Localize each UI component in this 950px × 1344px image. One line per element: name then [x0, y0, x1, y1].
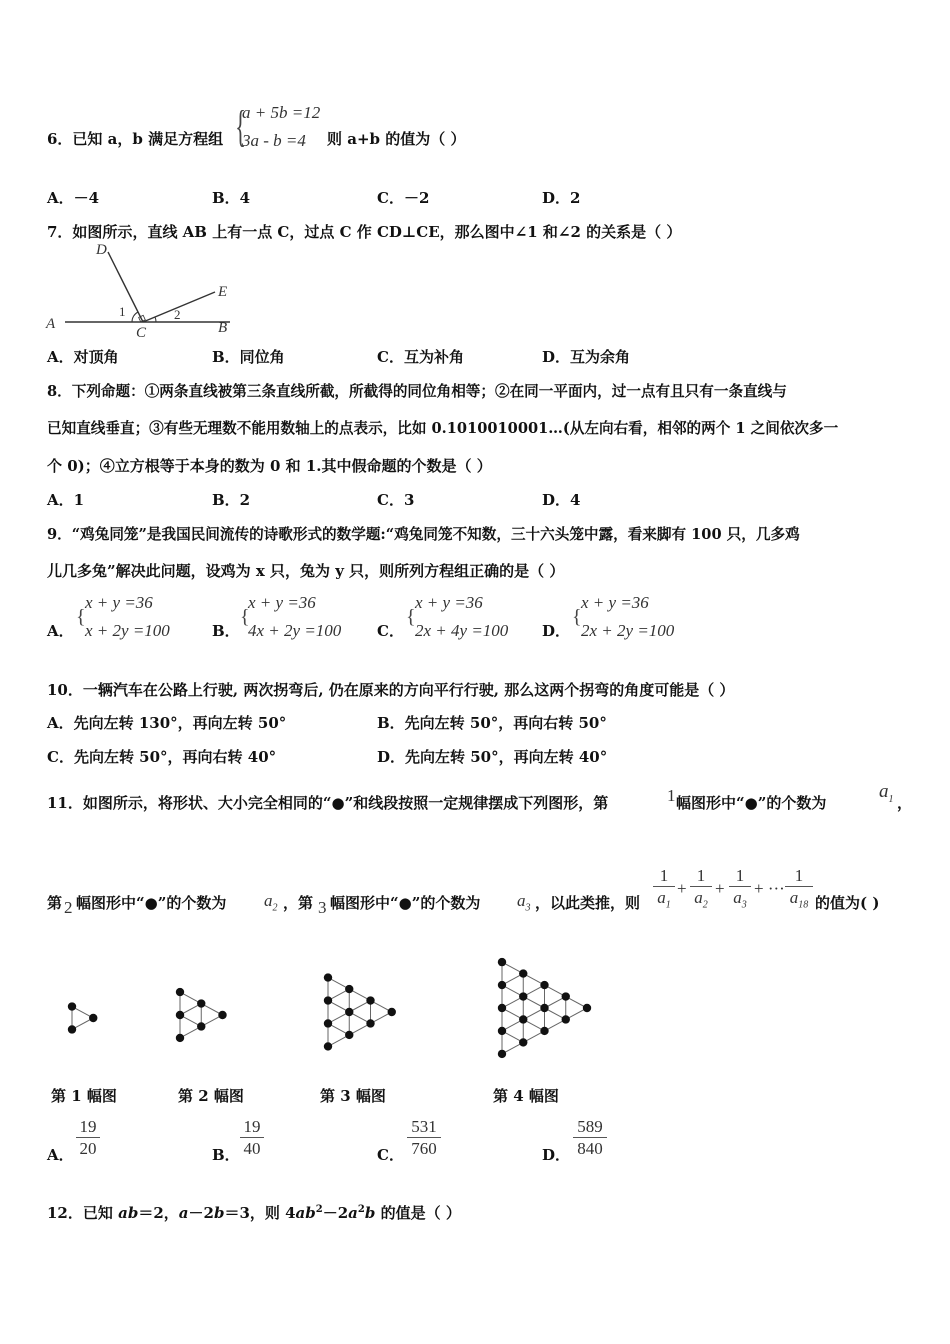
q9-option-c-label: C．	[377, 622, 404, 640]
q12-term2: a	[348, 1204, 358, 1222]
q11-a3-var: a	[517, 891, 526, 910]
pattern-dot	[68, 1002, 76, 1010]
q11-frac-18-num: 1	[785, 866, 813, 887]
q11-figure-2	[176, 988, 227, 1042]
q11-line1-b: 幅图形中“●”的个数为	[676, 794, 827, 812]
pattern-dot	[68, 1025, 76, 1033]
pattern-dot	[498, 1027, 506, 1035]
q6-text-before: 6．已知 a，b 满足方程组	[47, 130, 224, 148]
q9-option-b-eq1: x + y =36	[248, 593, 316, 612]
q6-eq2: 3a - b =4	[242, 131, 306, 150]
q11-figure-3	[324, 973, 396, 1050]
q11-line2-e: ，以此类推，则	[535, 894, 641, 912]
q9-option-b-label: B．	[212, 622, 240, 640]
pattern-dot	[197, 999, 205, 1007]
q11-figure-4	[498, 958, 591, 1058]
pattern-dot	[519, 992, 527, 1000]
q8-line1: 8．下列命题：①两条直线被第三条直线所截，所截得的同位角相等；②在同一平面内，过一点有且只有一条直线与	[47, 383, 787, 400]
q11-a2	[264, 891, 278, 913]
pattern-dot	[540, 1027, 548, 1035]
q10-option-a: A．先向左转 130°，再向左转 50°	[47, 714, 287, 732]
q12-suffix: 的值是（ ）	[375, 1204, 461, 1222]
q8-option-d: D．4	[542, 491, 581, 509]
q11-a1-sub: 1	[888, 793, 894, 805]
q11-frac-2-num: 1	[690, 866, 712, 887]
q11-caption-2: 第 2 幅图	[178, 1087, 244, 1105]
q7-option-b: B．同位角	[212, 348, 285, 366]
q11-frac-1-sub: 1	[665, 899, 671, 911]
q11-caption-1: 第 1 幅图	[51, 1087, 117, 1105]
pattern-dot	[498, 1050, 506, 1058]
q9-option-d-eq1: x + y =36	[581, 593, 649, 612]
pattern-dot	[176, 988, 184, 996]
q11-figure-1	[68, 1002, 98, 1033]
q8-option-a: A．1	[47, 491, 85, 509]
q11-frac-18-var: a	[789, 888, 799, 907]
q7-label-angle1: 1	[119, 304, 126, 319]
pattern-dot	[197, 1022, 205, 1030]
q9-option-a-label: A．	[47, 622, 74, 640]
pattern-dot	[562, 992, 570, 1000]
q11-plus-1: +	[677, 879, 687, 898]
q7-option-d: D．互为余角	[542, 348, 631, 366]
q11-caption-3: 第 3 幅图	[320, 1087, 386, 1105]
q11-option-b-num: 19	[240, 1117, 264, 1138]
q11-line2-f: 的值为( )	[815, 894, 880, 912]
q11-option-a-num: 19	[76, 1117, 100, 1138]
pattern-dot	[345, 1008, 353, 1016]
q11-line2-d: 幅图形中“●”的个数为	[330, 894, 481, 912]
q11-option-a-label: A．	[47, 1146, 74, 1164]
q11-option-c-den: 760	[411, 1139, 437, 1158]
pattern-dot	[345, 1031, 353, 1039]
q11-frac-3-den	[729, 887, 751, 916]
q11-a2-var: a	[264, 891, 273, 910]
q9-option-a-brace: {	[76, 606, 86, 628]
q12-term3: b	[364, 1204, 376, 1222]
q11-option-c-num: 531	[407, 1117, 441, 1138]
q11-n2: 2	[64, 898, 73, 917]
q6-equation-system	[242, 99, 320, 155]
q7-label-angle2: 2	[174, 307, 181, 322]
q11-caption-4: 第 4 幅图	[493, 1087, 559, 1105]
pattern-dot	[176, 1011, 184, 1019]
q12-eq2: ＝3，则 4	[224, 1204, 296, 1222]
q6-option-d: D．2	[542, 189, 581, 207]
q11-frac-18	[785, 866, 813, 916]
q11-a3-sub: 3	[525, 902, 531, 914]
pattern-dot	[324, 1042, 332, 1050]
q12-ab: ab	[118, 1204, 139, 1222]
pattern-dot	[388, 1008, 396, 1016]
q11-frac-3-var: a	[733, 888, 742, 907]
q10-option-c: C．先向左转 50°，再向右转 40°	[47, 748, 277, 766]
q10-text: 10．一辆汽车在公路上行驶, 两次拐弯后, 仍在原来的方向平行行驶, 那么这两个拐弯的角度可能是（ ）	[47, 681, 735, 699]
q8-option-c: C．3	[377, 491, 415, 509]
q9-option-c-system	[415, 589, 508, 645]
q8-line2: 已知直线垂直；③有些无理数不能用数轴上的点表示，比如 0.1010010001…(从左向右看，相邻的两个 1 之间依次多一	[47, 420, 839, 437]
q11-a2-sub: 2	[272, 902, 278, 914]
q11-option-d-den: 840	[577, 1139, 603, 1158]
pattern-dot	[562, 1015, 570, 1023]
pattern-dot	[498, 1004, 506, 1012]
q12-term1: ab	[295, 1204, 316, 1222]
q6-option-b: B．4	[212, 189, 251, 207]
q11-frac-18-den	[785, 887, 813, 916]
pattern-dot	[498, 981, 506, 989]
q11-frac-1	[653, 866, 675, 916]
q7-option-a: A．对顶角	[47, 348, 119, 366]
q7-label-a: A	[46, 316, 56, 332]
pattern-dot	[324, 973, 332, 981]
pattern-dot	[176, 1034, 184, 1042]
q6-option-a: A．－4	[47, 189, 100, 207]
q11-pattern-figures	[40, 950, 660, 1060]
pattern-dot	[519, 1038, 527, 1046]
q9-option-c-eq2: 2x + 4y =100	[415, 621, 509, 640]
q12-minus: －2	[188, 1204, 214, 1222]
q11-option-b-label: B．	[212, 1146, 240, 1164]
q10-option-d: D．先向左转 50°，再向左转 40°	[377, 748, 608, 766]
q11-option-b-frac	[240, 1117, 264, 1160]
q11-option-c-label: C．	[377, 1146, 404, 1164]
q9-option-a-eq2: x + 2y =100	[85, 621, 170, 640]
q11-option-a-den: 20	[79, 1139, 97, 1158]
q11-frac-3	[729, 866, 751, 916]
q11-option-b-den: 40	[243, 1139, 261, 1158]
q8-option-b: B．2	[212, 491, 251, 509]
q12-eq1: ＝2，	[138, 1204, 179, 1222]
q12-prefix: 12．已知	[47, 1204, 119, 1222]
q6-eq1: a + 5b =12	[242, 103, 321, 122]
q11-frac-2-den	[690, 887, 712, 916]
q9-option-d-eq2: 2x + 2y =100	[581, 621, 675, 640]
q7-angle-figure	[40, 240, 240, 340]
q12-text	[47, 1202, 461, 1223]
q11-comma: ，	[897, 794, 913, 812]
q9-option-c-brace: {	[406, 606, 416, 628]
q11-n3: 3	[318, 898, 327, 917]
q7-label-d: D	[96, 242, 107, 258]
q11-frac-1-den	[653, 887, 675, 916]
q9-option-d-brace: {	[572, 606, 582, 628]
q10-option-b: B．先向左转 50°，再向右转 50°	[377, 714, 607, 732]
q11-line2-b: 幅图形中“●”的个数为	[76, 894, 227, 912]
pattern-dot	[324, 1019, 332, 1027]
q11-a1	[879, 781, 894, 805]
q11-option-a-frac	[76, 1117, 100, 1160]
q6-option-c: C．－2	[377, 189, 430, 207]
q9-option-a-system	[85, 589, 170, 645]
q11-plus-2: +	[715, 879, 725, 898]
q11-frac-18-sub: 18	[798, 899, 809, 911]
q12-sq1: 2	[315, 1204, 323, 1215]
q9-option-b-eq2: 4x + 2y =100	[248, 621, 342, 640]
q9-option-b-brace: {	[240, 606, 250, 628]
q7-option-c: C．互为补角	[377, 348, 464, 366]
q11-frac-2	[690, 866, 712, 916]
q11-n1: 1	[667, 786, 676, 805]
q11-line1-a: 11．如图所示，将形状、大小完全相同的“●”和线段按照一定规律摆成下列图形，第	[47, 794, 609, 812]
q6-text-after: 则 a+b 的值为（ ）	[327, 130, 466, 148]
q11-line2-c: ，第	[283, 894, 314, 912]
pattern-dot	[324, 996, 332, 1004]
pattern-dot	[540, 1004, 548, 1012]
pattern-dot	[498, 958, 506, 966]
pattern-dot	[519, 969, 527, 977]
q9-option-d-label: D．	[542, 622, 571, 640]
pattern-dot	[519, 1015, 527, 1023]
q7-label-c: C	[136, 325, 147, 341]
q11-frac-1-var: a	[657, 888, 666, 907]
q7-text: 7．如图所示，直线 AB 上有一点 C，过点 C 作 CD⊥CE，那么图中∠1 和∠2 的关系是（ ）	[47, 223, 682, 241]
q9-option-b-system	[248, 589, 341, 645]
q11-frac-1-num: 1	[653, 866, 675, 887]
q9-line2: 儿几多兔”解决此问题，设鸡为 x 只，兔为 y 只，则所列方程组正确的是（ ）	[47, 562, 565, 580]
q11-frac-2-var: a	[694, 888, 703, 907]
q9-line1: 9．“鸡兔同笼”是我国民间流传的诗歌形式的数学题:“鸡兔同笼不知数，三十六头笼中露，看来脚有 100 只，几多鸡	[47, 526, 800, 543]
pattern-dot	[366, 996, 374, 1004]
q11-frac-2-sub: 2	[702, 899, 708, 911]
pattern-dot	[366, 1019, 374, 1027]
q11-option-c-frac	[407, 1117, 441, 1160]
q6-brace: {	[235, 102, 246, 151]
q9-option-a-eq1: x + y =36	[85, 593, 153, 612]
q11-option-d-num: 589	[573, 1117, 607, 1138]
q9-option-c-eq1: x + y =36	[415, 593, 483, 612]
q11-a3	[517, 891, 531, 913]
pattern-dot	[89, 1014, 97, 1022]
q11-line2-a: 第	[47, 894, 63, 912]
pattern-dot	[345, 985, 353, 993]
pattern-dot	[218, 1011, 226, 1019]
q11-frac-3-num: 1	[729, 866, 751, 887]
q11-option-d-frac	[573, 1117, 607, 1160]
pattern-dot	[583, 1004, 591, 1012]
q8-line3: 个 0)；④立方根等于本身的数为 0 和 1.其中假命题的个数是（ ）	[47, 457, 492, 475]
q7-label-e: E	[218, 284, 228, 300]
q11-frac-3-sub: 3	[741, 899, 747, 911]
q12-sq2: 2	[357, 1204, 365, 1215]
q12-b: b	[213, 1204, 225, 1222]
q11-a1-var: a	[879, 781, 889, 802]
q11-plus-dots: + ···	[754, 879, 785, 898]
pattern-dot	[540, 981, 548, 989]
q11-option-d-label: D．	[542, 1146, 571, 1164]
q12-a: a	[178, 1204, 189, 1222]
q7-label-b: B	[218, 320, 228, 336]
q9-option-d-system	[581, 589, 674, 645]
q12-mid: －2	[322, 1204, 349, 1222]
